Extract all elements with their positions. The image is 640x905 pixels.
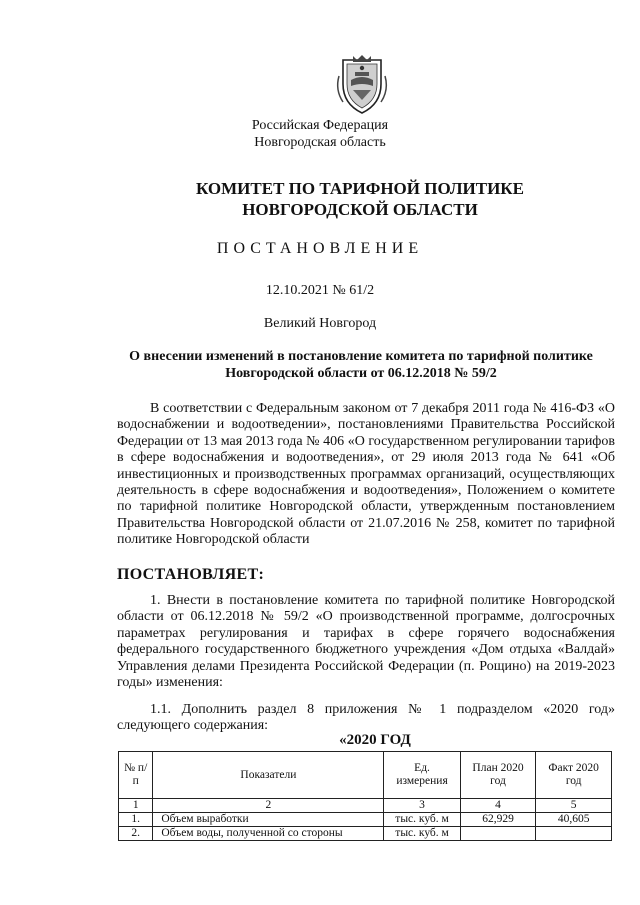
table-row	[119, 827, 612, 841]
indicators-table	[118, 751, 612, 841]
preamble-paragraph: В соответствии с Федеральным законом от 7 декабря 2011 года № 416-ФЗ «О водоснабжении и водоотведении», постановлениями Правительства Российской Федерации от 13 мая 2013 года № 406 «О государственном регулировании тарифов в сфере водоснабжения и водоотведения», от 29 июля 2013 года № 641 «Об инвестиционных и производственных программах организаций, осуществляющих деятельность в сфере водоснабжения и водоотведения», Положением о комитете по тарифной политике Новгородской области, утвержденным постановлением Правительства Новгородской области от 21.07.2016 № 258, комитет по тарифной политике Новгородской области	[117, 401, 615, 548]
header-name: Показатели	[153, 752, 384, 799]
row-name: Объем выработки	[153, 813, 384, 827]
row-num: 1.	[119, 813, 153, 827]
clause-1-paragraph: 1. Внести в постановление комитета по тарифной политике Новгородской области от 06.12.2018 № 59/2 «О производственной программе, долгосрочных параметрах регулирования и тарифах в сфере горячего водоснабжения федерального государственного бюджетного учреждения «Дом отдыха «Валдай» Управления делами Президента Российской Федерации (п. Рощино) на 2019-2023 годы» изменения:	[117, 593, 615, 691]
clause-1-1-paragraph: 1.1. Дополнить раздел 8 приложения № 1 подразделом «2020 год» следующего содержания:	[117, 702, 615, 734]
committee-title: КОМИТЕТ ПО ТАРИФНОЙ ПОЛИТИКЕ НОВГОРОДСКОЙ ОБЛАСТИ	[196, 179, 524, 219]
document-subject: О внесении изменений в постановление комитета по тарифной политике Новгородской области от 06.12.2018 № 59/2	[129, 349, 593, 381]
table-row	[119, 813, 612, 827]
table-numbering-row	[119, 799, 612, 813]
col-number: 5	[536, 799, 612, 813]
row-unit: тыс. куб. м	[384, 827, 460, 841]
col-number: 1	[119, 799, 153, 813]
resolves-heading: ПОСТАНОВЛЯЕТ:	[117, 566, 265, 583]
row-plan: 62,929	[460, 813, 536, 827]
header-fact: Факт 2020 год	[536, 752, 612, 799]
row-fact: 40,605	[536, 813, 612, 827]
col-number: 4	[460, 799, 536, 813]
country-name: Российская Федерация	[251, 118, 389, 133]
row-plan	[460, 827, 536, 841]
header-num: № п/п	[119, 752, 153, 799]
document-type: ПОСТАНОВЛЕНИЕ	[216, 240, 424, 257]
coat-of-arms-emblem	[333, 54, 391, 116]
row-num: 2.	[119, 827, 153, 841]
document-city: Великий Новгород	[263, 316, 377, 331]
document-date-number: 12.10.2021 № 61/2	[265, 283, 375, 298]
row-fact	[536, 827, 612, 841]
region-name: Новгородская область	[254, 135, 386, 150]
col-number: 3	[384, 799, 460, 813]
table-title: «2020 ГОД	[339, 732, 411, 748]
header-unit: Ед. измерения	[384, 752, 460, 799]
table-header-row	[119, 752, 612, 799]
row-unit: тыс. куб. м	[384, 813, 460, 827]
row-name: Объем воды, полученной со стороны	[153, 827, 384, 841]
header-plan: План 2020 год	[460, 752, 536, 799]
col-number: 2	[153, 799, 384, 813]
